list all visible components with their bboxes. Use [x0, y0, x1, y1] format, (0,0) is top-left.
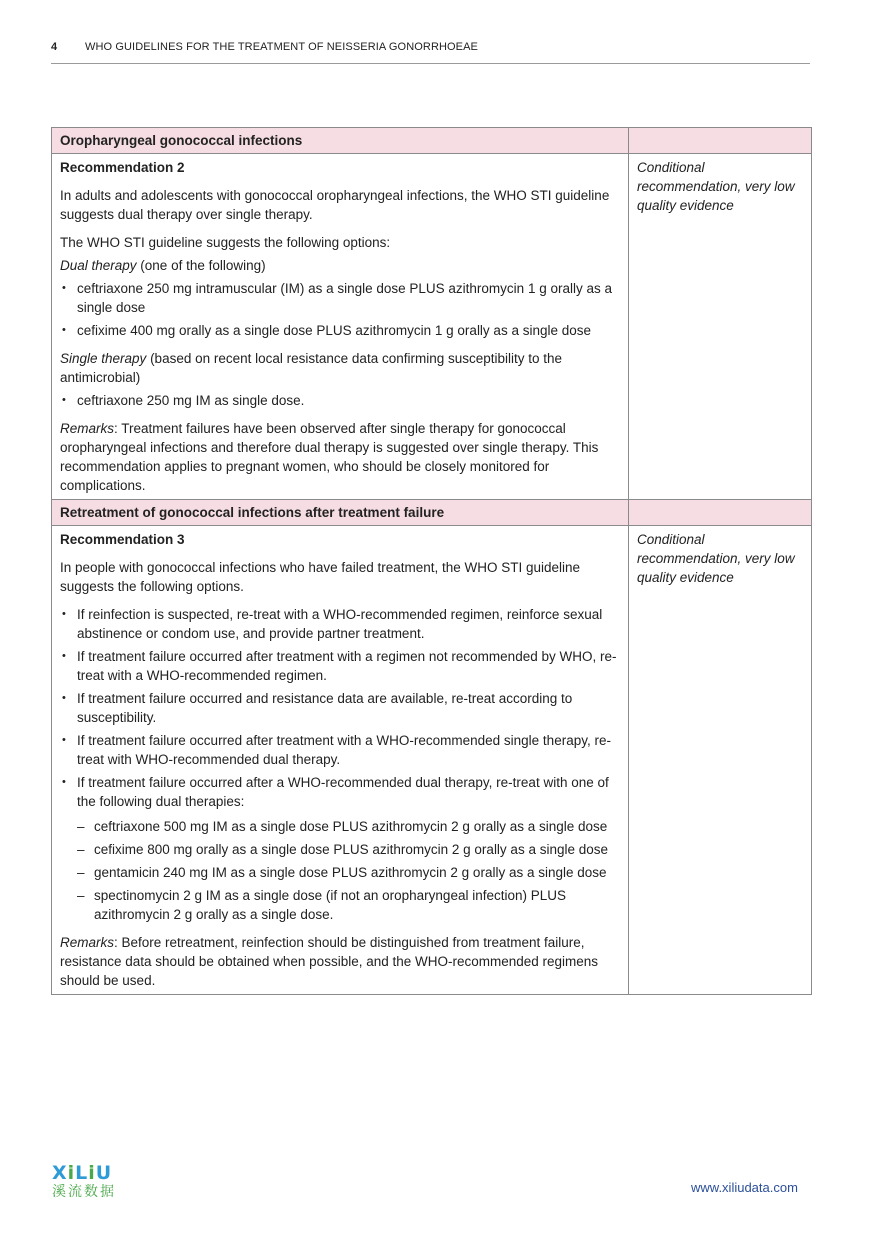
recommendation-body	[52, 154, 629, 500]
section-header-retreatment	[52, 500, 812, 526]
list-item: • If treatment failure occurred after treatment with a WHO-recommended single therapy, re-treat with WHO-recommended dual therapy.	[60, 731, 620, 769]
remarks	[60, 933, 620, 990]
section-heading: Retreatment of gonococcal infections after treatment failure	[52, 500, 629, 526]
list-item: • ceftriaxone 250 mg IM as single dose.	[60, 391, 620, 410]
logo-letter: i	[88, 1162, 96, 1184]
dual-therapy-list	[60, 279, 620, 340]
section-heading-blank	[629, 500, 812, 526]
website-link[interactable]: www.xiliudata.com	[691, 1180, 798, 1195]
header-title: WHO GUIDELINES FOR THE TREATMENT OF NEISSERIA GONORRHOEAE	[85, 41, 478, 53]
sub-list-item: – ceftriaxone 500 mg IM as a single dose PLUS azithromycin 2 g orally as a single dose	[77, 817, 620, 836]
logo-chinese-text: 溪流数据	[52, 1184, 116, 1200]
remarks-text: : Treatment failures have been observed after single therapy for gonococcal oropharyngeal infections and therefore dual therapy is suggested over single therapy. This recommendation applies to pregnant women, who should be closely monitored for complications.	[60, 421, 599, 493]
dual-therapy-heading	[60, 256, 620, 275]
logo-letter: X	[52, 1162, 68, 1184]
list-item: • ceftriaxone 250 mg intramuscular (IM) as a single dose PLUS azithromycin 1 g orally as a single dose	[60, 279, 620, 317]
remarks-label: Remarks	[60, 935, 115, 950]
dual-therapy-label: Dual therapy	[60, 258, 137, 273]
dual-therapies-sublist	[77, 817, 620, 924]
list-item: • If treatment failure occurred and resistance data are available, re-treat according to susceptibility.	[60, 689, 620, 727]
recommendation-title: Recommendation 2	[60, 160, 185, 175]
single-therapy-heading	[60, 349, 620, 387]
evidence-strength: Conditional recommendation, very low quality evidence	[629, 154, 812, 500]
single-therapy-list	[60, 391, 620, 410]
recommendations-table	[51, 127, 812, 995]
logo-letter: U	[95, 1162, 113, 1184]
remarks	[60, 419, 620, 495]
list-item: • If reinfection is suspected, re-treat with a WHO-recommended regimen, reinforce sexual abstinence or condom use, and provide partner treatment.	[60, 605, 620, 643]
remarks-label: Remarks	[60, 421, 115, 436]
list-item: • cefixime 400 mg orally as a single dose PLUS azithromycin 1 g orally as a single dose	[60, 321, 620, 340]
section-header-oropharyngeal	[52, 128, 812, 154]
section-heading: Oropharyngeal gonococcal infections	[52, 128, 629, 154]
list-item: • If treatment failure occurred after treatment with a regimen not recommended by WHO, re-treat with a WHO-recommended regimen.	[60, 647, 620, 685]
running-header	[51, 38, 810, 64]
recommendation-title: Recommendation 3	[60, 532, 185, 547]
single-therapy-label: Single therapy	[60, 351, 147, 366]
single-therapy-note: (based on recent local resistance data confirming susceptibility to the antimicrobial)	[60, 351, 563, 385]
recommendation-row	[52, 154, 812, 500]
logo-letter: L	[75, 1162, 89, 1184]
xiliu-logo	[52, 1163, 142, 1203]
list-item	[60, 773, 620, 924]
sub-list-item: – gentamicin 240 mg IM as a single dose PLUS azithromycin 2 g orally as a single dose	[77, 863, 620, 882]
logo-letter: i	[67, 1162, 76, 1184]
recommendation-body	[52, 526, 629, 995]
page-number: 4	[51, 41, 58, 53]
retreatment-options-list	[60, 605, 620, 924]
remarks-text: : Before retreatment, reinfection should be distinguished from treatment failure, resistance data should be obtained when possible, and the WHO-recommended regimens should be used.	[60, 935, 599, 988]
recommendation-intro: In people with gonococcal infections who have failed treatment, the WHO STI guideline suggests the following options.	[60, 560, 581, 594]
list-item-text: If treatment failure occurred after a WHO-recommended dual therapy, re-treat with one of the following dual therapies:	[77, 775, 609, 809]
options-lead: The WHO STI guideline suggests the following options:	[60, 235, 391, 250]
logo-wordmark	[52, 1163, 142, 1183]
recommendation-row	[52, 526, 812, 995]
section-heading-blank	[629, 128, 812, 154]
sub-list-item: – cefixime 800 mg orally as a single dose PLUS azithromycin 2 g orally as a single dose	[77, 840, 620, 859]
sub-list-item: – spectinomycin 2 g IM as a single dose (if not an oropharyngeal infection) PLUS azithromycin 2 g orally as a single dose.	[77, 886, 620, 924]
recommendation-intro: In adults and adolescents with gonococcal oropharyngeal infections, the WHO STI guideline suggests dual therapy over single therapy.	[60, 188, 610, 222]
dual-therapy-note: (one of the following)	[136, 258, 266, 273]
evidence-strength: Conditional recommendation, very low quality evidence	[629, 526, 812, 995]
